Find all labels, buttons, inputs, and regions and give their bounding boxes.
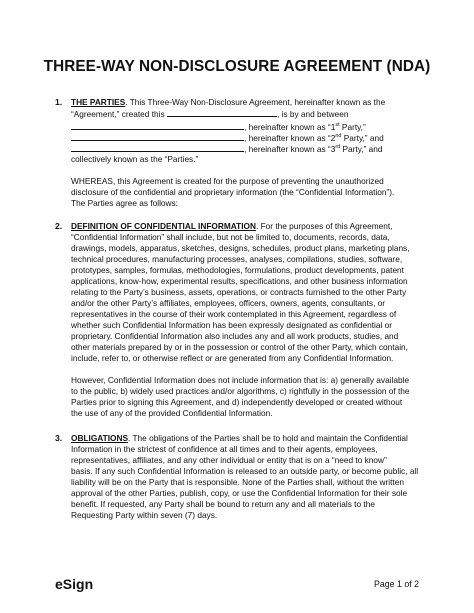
parties-line-3-sup: st — [335, 122, 340, 129]
obligations-line: basis. If any such Confidential Information is released to an outside party, or become public, all — [71, 466, 419, 476]
however-line: the use of any of the provided Confidential Information. — [71, 408, 273, 418]
parties-line-2 — [71, 108, 348, 120]
obligations-heading: OBLIGATIONS — [71, 433, 129, 443]
parties-line-5b: Party,” and — [340, 144, 383, 154]
whereas-line-2: disclosure of the confidential and proprietary information (the “Confidential Information”). — [71, 187, 395, 197]
section-number-parties: 1. — [55, 97, 63, 107]
however-line: to the public, b) widely used practices and/or algorithms, c) rightfully in the possession of the — [71, 386, 410, 396]
whereas-line-1: WHEREAS, this Agreement is created for the purpose of preventing the unauthorized — [71, 176, 384, 186]
however-line: However, Confidential Information does not include information that is: a) generally available — [71, 375, 410, 385]
definition-line: representatives in the course of their work contemplated in this Agreement, regardless of — [71, 309, 397, 319]
section-number-obligations: 3. — [55, 433, 63, 443]
parties-line-5-sup: rd — [335, 144, 341, 151]
second-party-blank-field[interactable] — [71, 132, 244, 141]
definition-line: proprietary. Confidential Information also includes any and all work products, studies, and — [71, 331, 399, 341]
parties-heading: THE PARTIES — [71, 97, 126, 107]
parties-line-3a: , hereinafter known as “1 — [244, 122, 336, 132]
obligations-line: representatives, affiliates, and any other individual or entity that is on a “need to know” — [71, 455, 387, 465]
obligations-line: benefit. If requested, any Party shall be bound to return any and all materials to the — [71, 499, 375, 509]
definition-line: applications, know-how, experimental results, specifications, and other business information — [71, 276, 408, 286]
definition-line: relating to the Party’s business, assets, operations, or contracts furnished to the other Party — [71, 287, 407, 297]
definition-line-1 — [71, 221, 393, 232]
parties-line-2a: “Agreement,” created this — [71, 109, 165, 119]
definition-heading: DEFINITION OF CONFIDENTIAL INFORMATION — [71, 221, 256, 231]
parties-line-5a: , hereinafter known as “3 — [244, 144, 336, 154]
parties-line-1 — [71, 97, 385, 108]
document-title: THREE-WAY NON-DISCLOSURE AGREEMENT (NDA) — [43, 58, 431, 75]
esign-logo: eSign — [55, 576, 94, 592]
parties-line-4b: Party,” and — [341, 133, 384, 143]
definition-line: “Confidential Information” shall include, but not be limited to, documents, records, data, — [71, 232, 390, 242]
section-number-definition: 2. — [55, 221, 63, 231]
parties-line-3b: Party,” — [339, 122, 366, 132]
obligations-line: approval of the other Parties, publish, copy, or use the Confidential Information for their sole — [71, 488, 408, 498]
definition-line-1-text: . For the purposes of this Agreement, — [255, 221, 393, 231]
obligations-line-1 — [71, 433, 408, 444]
definition-line: drawings, models, apparatus, sketches, designs, schedules, product plans, marketing plans, — [71, 243, 410, 253]
however-line: Parties prior to signing this Agreement, and d) independently developed or created without — [71, 397, 403, 407]
parties-line-4a: , hereinafter known as “2 — [244, 133, 336, 143]
third-party-blank-field[interactable] — [71, 143, 244, 152]
parties-line-1-text: . This Three-Way Non-Disclosure Agreement, hereinafter known as the — [125, 97, 386, 107]
definition-line: and/or the other Party’s affiliates, employees, officers, owners, agents, consultants, or — [71, 298, 386, 308]
definition-line: include, refer to, or otherwise reflect or are generated from any Confidential Information. — [71, 353, 394, 363]
parties-line-4-sup: nd — [335, 133, 342, 140]
whereas-line-3: The Parties agree as follows: — [71, 198, 178, 208]
obligations-line: Information in the strictest of confidence at all times and to their agents, employees, — [71, 444, 378, 454]
first-party-blank-field[interactable] — [71, 121, 244, 130]
page-number: Page 1 of 2 — [374, 579, 419, 589]
obligations-line: Requesting Party within seven (7) days. — [71, 510, 218, 520]
parties-line-6: collectively known as the “Parties.” — [71, 154, 199, 164]
obligations-line: liability will be on the Party that is responsible. None of the Parties shall, without the written — [71, 477, 404, 487]
date-blank-field[interactable] — [167, 108, 277, 117]
definition-line: technical procedures, manufacturing processes, analyses, compilations, studies, software, — [71, 254, 403, 264]
definition-line: prototypes, samples, formulas, methodologies, formulations, product developments, patent — [71, 265, 404, 275]
definition-line: other materials prepared by or in the possession or control of the other Party, which contain, — [71, 342, 408, 352]
parties-line-2b: , is by and between — [276, 109, 349, 119]
obligations-line-1-text: . The obligations of the Parties shall be to hold and maintain the Confidential — [128, 433, 408, 443]
definition-line: whether such Confidential Information has been expressly designated as confidential or — [71, 320, 393, 330]
